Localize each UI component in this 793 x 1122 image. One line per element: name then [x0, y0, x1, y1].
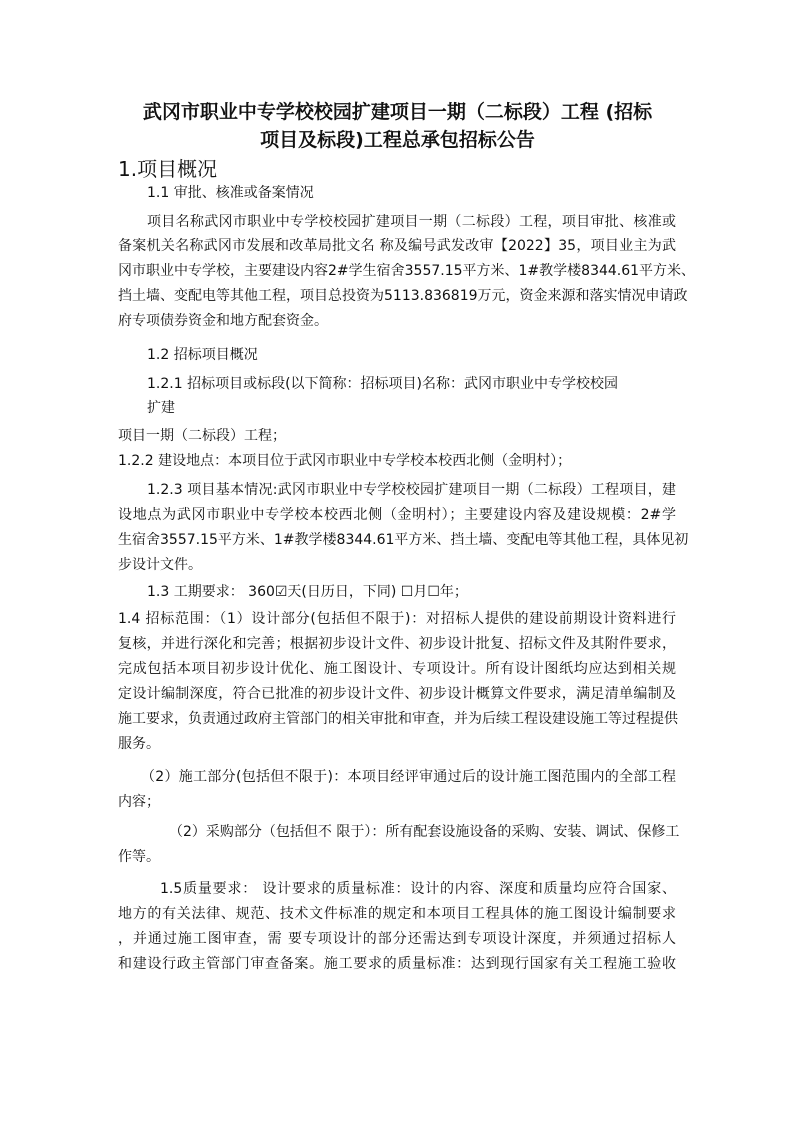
paragraph-line: 生宿舍3557.15平方米、1#教学楼8344.61平方米、挡土墙、变配电等其他工程，具体见初 [118, 532, 689, 548]
paragraph-line: 内容； [118, 794, 160, 810]
paragraph-line: 1.5质量要求： 设计要求的质量标准：设计的内容、深度和质量均应符合国家、 [160, 881, 676, 897]
paragraph-line: 备案机关名称武冈市发展和改革局批文名 称及编号武发改审【2022】35，项目业主为武 [118, 238, 676, 254]
paragraph-line: 和建设行政主管部门审查备案。施工要求的质量标准：达到现行国家有关工程施工验收 [118, 956, 676, 972]
section-heading: 1.项目概况 [118, 157, 218, 181]
paragraph-line: 冈市职业中专学校，主要建设内容2#学生宿舍3557.15平方米、1#教学楼8344.61平方米、 [118, 263, 696, 279]
paragraph-line: 定设计编制深度，符合已批准的初步设计文件、初步设计概算文件要求，满足清单编制及 [118, 686, 676, 702]
paragraph-line: 项目一期（二标段）工程； [118, 428, 286, 444]
subsection-heading: 1.2 招标项目概况 [147, 347, 258, 363]
paragraph-line: 项目名称武冈市职业中专学校校园扩建项目一期（二标段）工程，项目审批、核准或 [147, 214, 676, 230]
paragraph-line: ，并通过施工图审查，需 要专项设计的部分还需达到专项设计深度，并须通过招标人 [118, 931, 676, 947]
paragraph-line: 1.2.1 招标项目或标段(以下简称：招标项目)名称：武冈市职业中专学校校园 [147, 376, 618, 392]
paragraph-line: 施工要求，负责通过政府主管部门的相关审批和审查，并为后续工程设建设施工等过程提供 [118, 711, 678, 727]
paragraph-line: 1.2.2 建设地点：本项目位于武冈市职业中专学校本校西北侧（金明村）； [118, 453, 572, 469]
subsection-heading: 1.3 工期要求： 360☑天(日历日，下同) ☐月☐年； [147, 584, 468, 600]
document-title-line-2: 项目及标段)工程总承包招标公告 [260, 129, 535, 151]
paragraph-line: （2）施工部分(包括但不限于)：本项目经评审通过后的设计施工图范围内的全部工程 [141, 769, 676, 785]
paragraph-line: 设地点为武冈市职业中专学校本校西北侧（金明村）；主要建设内容及建设规模：2#学 [118, 507, 676, 523]
paragraph-line: 完成包括本项目初步设计优化、施工图设计、专项设计。所有设计图纸均应达到相关规 [118, 661, 676, 677]
paragraph-line: 步设计文件。 [118, 557, 202, 573]
subsection-heading: 1.1 审批、核准或备案情况 [147, 185, 314, 201]
paragraph-line: 作等。 [118, 849, 160, 865]
paragraph-line: 服务。 [118, 736, 160, 752]
paragraph-line: 扩建 [147, 400, 175, 416]
paragraph-line: 地方的有关法律、规范、技术文件标准的规定和本项目工程具体的施工图设计编制要求 [118, 906, 676, 922]
paragraph-line: （2）采购部分（包括但不 限于）：所有配套设施设备的采购、安装、调试、保修工 [169, 824, 680, 840]
paragraph-line: 1.2.3 项目基本情况:武冈市职业中专学校校园扩建项目一期（二标段）工程项目，建 [147, 482, 676, 498]
paragraph-line: 府专项债券资金和地方配套资金。 [118, 313, 328, 329]
document-title-line-1: 武冈市职业中专学校校园扩建项目一期（二标段）工程 (招标 [142, 101, 653, 123]
paragraph-line: 1.4 招标范围：（1）设计部分(包括但不限于)：对招标人提供的建设前期设计资料进行 [118, 611, 676, 627]
paragraph-line: 挡土墙、变配电等其他工程，项目总投资为5113.836819万元，资金来源和落实情况申请政 [118, 288, 688, 304]
paragraph-line: 复核，并进行深化和完善；根据初步设计文件、初步设计批复、招标文件及其附件要求， [118, 636, 676, 652]
